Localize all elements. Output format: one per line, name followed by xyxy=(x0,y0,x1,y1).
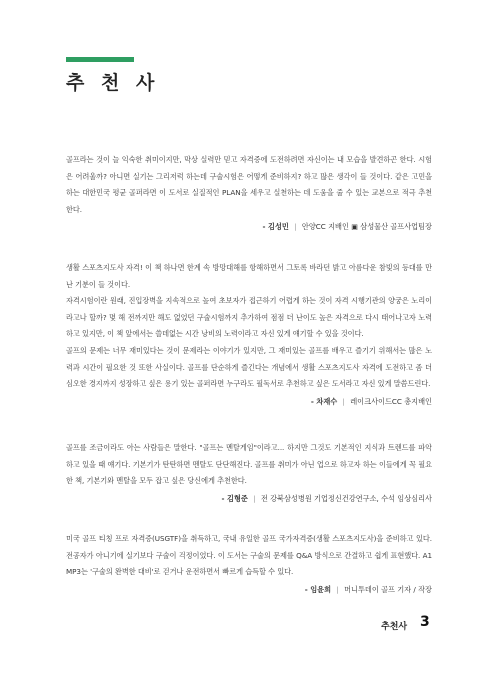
recommendation-text: 미국 골프 티칭 프로 자격증(USGTF)을 취득하고, 국내 유일한 골프 국가자격증(생활 스포츠지도사)을 준비하고 있다. 전공자가 아니기에 실기보다 구술이 걱정이었다. 이 도서는 구술의 문제를 Q&A 방식으로 간결하고 쉽게 표현했다. A1 MP3는 '구술의 완벽한 대비'로 걷거나 운전하면서 빠르게 습득할 수 있다. xyxy=(66,534,432,577)
title-accent-bar xyxy=(66,57,134,62)
recommender-signature xyxy=(66,220,432,234)
page-title: 추 천 사 xyxy=(66,72,160,94)
footer-section-label: 추천사 xyxy=(381,622,408,632)
recommender-title: 레이크사이드CC 총지배인 xyxy=(350,396,432,406)
recommendation-text: 골프라는 것이 늘 익숙한 취미이지만, 막상 실력만 믿고 자격증에 도전하려면 자신이는 내 모습을 발견하곤 한다. 시험은 어려울까? 아니면 실기는 그리저럭 하는데 구술시험은 어떻게 준비하지? 하고 많은 생각이 들 것이다. 같은 고민을 하는 대한민국 평균 골퍼라면 이 도서로 실질적인 PLAN을 세우고 실천하는 데 도움을 줄 수 있는 교본으로 적극 추천한다. xyxy=(66,155,432,214)
signature-separator: | xyxy=(253,493,256,503)
recommender-title: 안양CC 지배인 ▣ 삼성물산 골프사업팀장 xyxy=(301,222,432,232)
recommendation-2 xyxy=(66,260,432,409)
recommendation-4 xyxy=(66,531,432,597)
signature-separator: | xyxy=(336,584,339,594)
recommendation-1 xyxy=(66,152,432,234)
recommender-title: 머니투데이 골프 기자 / 작장 xyxy=(344,584,432,594)
recommender-title: 전 강북삼성병원 기업정신건강연구소, 수석 임상심리사 xyxy=(260,493,432,503)
recommendation-3 xyxy=(66,440,432,506)
recommender-name: - 김성민 xyxy=(262,222,289,232)
recommender-name: - 차재수 xyxy=(310,396,338,406)
signature-separator: | xyxy=(342,396,345,406)
recommender-signature xyxy=(66,492,432,506)
recommendation-text: 생활 스포츠지도사 자격! 이 책 하나면 한계 속 방망대해를 항해하면서 그토록 바라던 밝고 아름다운 참빛의 등대를 만난 기분이 들 것이다. xyxy=(66,263,432,289)
page-number: 3 xyxy=(420,614,430,630)
recommender-signature xyxy=(66,583,432,597)
recommendation-text: 골프의 문제는 너무 재미있다는 것이 문제라는 이야기가 있지만, 그 재미있는 골프를 배우고 즐기기 위해서는 많은 노력과 시간이 필요한 것 또한 사실이다. 골프를 단순하게 즐긴다는 개념에서 생활 스포츠지도사 자격에 도전하고 좀 더 심오한 경지까지 성장하고 싶은 용기 있는 골퍼라면 누구라도 필독서로 추천하고 싶은 도서라고 자신 있게 말씀드린다. xyxy=(66,345,432,389)
recommender-name: - 임윤희 xyxy=(304,584,332,594)
signature-separator: | xyxy=(294,222,297,232)
recommendation-text: 자격시험이란 원래, 진입장벽을 지속적으로 높여 초보자가 접근하기 어렵게 하는 것이 자격 시행기관의 양궁은 노리이라고나 할까? 몇 해 전까지만 해도 없었던 구술시험까지 추가하여 점점 더 난이도 높은 자격으로 다시 태어나고자 노력하고 있지만, 이 책 앞에서는 쓸데없는 시간 낭비의 노력이라고 자신 있게 얘기할 수 있을 것이다. xyxy=(66,296,432,339)
recommender-name: - 김형준 xyxy=(221,493,248,503)
recommendation-text: 골프를 조금이라도 아는 사람들은 말한다. "골프는 멘탈게임"이라고... 하지만 그것도 기본적인 지식과 트렌드를 파악하고 있을 때 얘기다. 기본기가 탄탄하면 멘탈도 단단해진다. 골프를 취미가 아닌 업으로 하고자 하는 이들에게 꼭 필요한 책, 기본기와 멘탈을 모두 잡고 싶은 당신에게 추천한다. xyxy=(66,443,432,486)
recommender-signature xyxy=(66,395,432,409)
